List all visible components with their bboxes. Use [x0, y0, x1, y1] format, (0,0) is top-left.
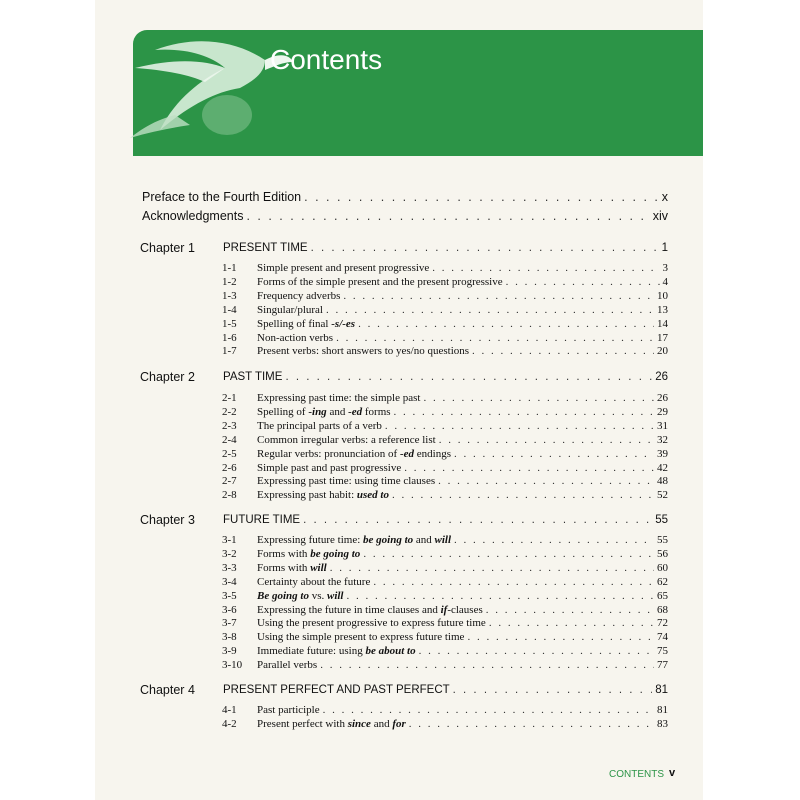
- table-of-contents: [95, 0, 703, 800]
- chapter-label: Chapter 3: [140, 513, 195, 527]
- section-number: 2-1: [222, 392, 237, 404]
- leader-dots: [454, 534, 654, 546]
- page-number: 68: [657, 603, 668, 616]
- page-number: 48: [657, 475, 668, 488]
- page-number: 39: [657, 447, 668, 460]
- page-number: 29: [657, 405, 668, 418]
- leader-dots: [323, 704, 654, 716]
- section-number: 1-3: [222, 289, 237, 302]
- leader-dots: [373, 576, 654, 588]
- section-entry[interactable]: [222, 406, 668, 418]
- section-number: 3-4: [222, 575, 237, 588]
- section-title: Spelling of final -s/-es: [257, 317, 356, 330]
- section-title: Spelling of -ing and -ed forms: [257, 405, 391, 418]
- section-title: Common irregular verbs: a reference list: [257, 433, 436, 446]
- section-entry[interactable]: [222, 448, 668, 460]
- section-title: Expressing the future in time clauses and if-clauses: [257, 603, 483, 616]
- section-number: 2-7: [222, 475, 237, 488]
- emphasized-term: be about to: [365, 645, 416, 658]
- section-title: Simple present and present progressive: [257, 262, 430, 274]
- emphasized-term: if: [440, 603, 448, 616]
- section-entry[interactable]: [222, 562, 668, 574]
- leader-dots: [423, 392, 654, 404]
- entry-title: Acknowledgments: [142, 209, 244, 223]
- section-entry[interactable]: [222, 420, 668, 432]
- page-number: 60: [657, 561, 668, 574]
- footer-page-number: v: [669, 767, 676, 779]
- section-entry[interactable]: [222, 304, 668, 316]
- leader-dots: [404, 462, 654, 474]
- page-number: 17: [657, 331, 668, 344]
- section-number: 2-8: [222, 489, 237, 502]
- emphasized-term: -s/-es: [331, 317, 356, 330]
- book-page: [95, 0, 703, 800]
- section-entry[interactable]: [222, 262, 668, 274]
- page-number: 3: [662, 262, 668, 274]
- chapter-title: FUTURE TIME: [223, 514, 301, 526]
- leader-dots: [311, 242, 659, 254]
- emphasized-term: for: [392, 717, 406, 730]
- page-number: 83: [657, 717, 668, 730]
- emphasized-term: -ed: [348, 405, 363, 418]
- page-number: 26: [657, 392, 668, 404]
- leader-dots: [330, 562, 654, 574]
- section-entry[interactable]: [222, 534, 668, 546]
- section-number: 1-7: [222, 345, 237, 358]
- section-title: Present verbs: short answers to yes/no questions: [257, 345, 470, 358]
- emphasized-term: since: [347, 717, 371, 730]
- chapter-label: Chapter 1: [140, 241, 195, 255]
- chapter-entry[interactable]: [223, 371, 668, 383]
- emphasized-term: -ing: [308, 405, 327, 418]
- chapter-label: Chapter 4: [140, 683, 195, 697]
- section-number: 3-3: [222, 561, 237, 574]
- chapter-label: Chapter 2: [140, 370, 195, 384]
- leader-dots: [394, 406, 654, 418]
- section-number: 3-2: [222, 547, 237, 560]
- section-title: Be going to vs. will: [257, 589, 344, 602]
- section-entry[interactable]: [222, 617, 668, 629]
- leader-dots: [472, 345, 654, 357]
- section-title: Non-action verbs: [257, 331, 334, 344]
- page-number: 55: [655, 514, 668, 526]
- emphasized-term: be going to: [363, 534, 414, 546]
- section-title: The principal parts of a verb: [257, 419, 382, 432]
- section-title: Expressing past time: using time clauses: [257, 475, 436, 488]
- section-number: 3-7: [222, 617, 237, 630]
- page-number: x: [661, 190, 668, 204]
- leader-dots: [453, 684, 653, 696]
- chapter-entry[interactable]: [223, 242, 668, 254]
- emphasized-term: used to: [356, 489, 389, 502]
- page-number: 74: [657, 631, 668, 644]
- section-title: Using the simple present to express future time: [257, 631, 465, 644]
- leader-dots: [409, 718, 654, 730]
- page-number: xiv: [652, 209, 668, 223]
- section-entry[interactable]: [222, 332, 668, 344]
- page-number: 52: [657, 489, 668, 502]
- page-number: 81: [657, 704, 668, 716]
- leader-dots: [246, 209, 649, 223]
- leader-dots: [303, 514, 652, 526]
- emphasized-term: -ed: [399, 447, 415, 460]
- leader-dots: [489, 617, 654, 629]
- page-number: 13: [657, 303, 668, 316]
- section-title: Forms with will: [257, 561, 327, 574]
- section-title: Expressing past time: the simple past: [257, 392, 421, 404]
- section-number: 4-2: [222, 717, 237, 730]
- section-number: 3-1: [222, 534, 237, 546]
- page-number: 20: [657, 345, 668, 358]
- section-number: 3-8: [222, 631, 237, 644]
- section-number: 2-5: [222, 447, 237, 460]
- chapter-title: PRESENT TIME: [223, 242, 308, 254]
- emphasized-term: be going to: [310, 547, 361, 560]
- section-number: 2-2: [222, 405, 237, 418]
- section-entry[interactable]: [222, 659, 668, 671]
- page-number: 72: [657, 617, 668, 630]
- leader-dots: [363, 548, 654, 560]
- section-number: 2-3: [222, 419, 237, 432]
- leader-dots: [432, 262, 659, 274]
- chapter-entry[interactable]: [223, 684, 668, 696]
- section-title: Using the present progressive to express future time: [257, 617, 486, 630]
- section-entry[interactable]: [222, 548, 668, 560]
- section-entry[interactable]: [222, 604, 668, 616]
- leader-dots: [347, 590, 655, 602]
- chapter-title: PAST TIME: [223, 371, 283, 383]
- leader-dots: [419, 645, 654, 657]
- section-title: Expressing past habit: used to: [257, 489, 389, 502]
- page-number: 77: [657, 659, 668, 672]
- section-title: Singular/plural: [257, 303, 323, 316]
- page-number: 10: [657, 289, 668, 302]
- section-title: Present perfect with since and for: [257, 717, 406, 730]
- section-number: 1-1: [222, 262, 237, 274]
- chapter-entry[interactable]: [223, 514, 668, 526]
- page-number: 1: [661, 242, 668, 254]
- section-number: 1-2: [222, 275, 237, 288]
- emphasized-term: will: [326, 589, 344, 602]
- leader-dots: [358, 318, 654, 330]
- emphasized-term: will: [310, 561, 327, 574]
- section-title: Forms of the simple present and the present progressive: [257, 275, 503, 288]
- leader-dots: [506, 276, 660, 288]
- section-title: Regular verbs: pronunciation of -ed endings: [257, 447, 451, 460]
- section-number: 1-5: [222, 317, 237, 330]
- section-number: 3-5: [222, 589, 237, 602]
- page-number: 42: [657, 461, 668, 474]
- section-entry[interactable]: [222, 645, 668, 657]
- leader-dots: [326, 304, 654, 316]
- page-number: 31: [657, 419, 668, 432]
- page-number: 32: [657, 433, 668, 446]
- section-entry[interactable]: [222, 392, 668, 404]
- page-number: 56: [657, 547, 668, 560]
- emphasized-term: Be going to: [257, 589, 309, 602]
- page-number: 65: [657, 589, 668, 602]
- leader-dots: [454, 448, 654, 460]
- section-entry[interactable]: [222, 318, 668, 330]
- leader-dots: [467, 631, 654, 643]
- section-entry[interactable]: [222, 345, 668, 357]
- section-number: 1-6: [222, 331, 237, 344]
- front-matter-entry[interactable]: [142, 190, 668, 204]
- section-entry[interactable]: [222, 290, 668, 302]
- section-number: 2-4: [222, 433, 237, 446]
- section-number: 4-1: [222, 704, 237, 716]
- leader-dots: [336, 332, 654, 344]
- leader-dots: [439, 434, 654, 446]
- leader-dots: [385, 420, 654, 432]
- section-title: Parallel verbs: [257, 659, 318, 672]
- section-entry[interactable]: [222, 434, 668, 446]
- section-title: Past participle: [257, 704, 320, 716]
- section-entry[interactable]: [222, 631, 668, 643]
- page-number: 14: [657, 317, 668, 330]
- section-entry[interactable]: [222, 462, 668, 474]
- page-number: 4: [662, 275, 668, 288]
- leader-dots: [285, 371, 652, 383]
- section-entry[interactable]: [222, 475, 668, 487]
- entry-title: Preface to the Fourth Edition: [142, 190, 302, 204]
- section-entry[interactable]: [222, 276, 668, 288]
- section-title: Frequency adverbs: [257, 289, 341, 302]
- footer-label: CONTENTS: [609, 769, 664, 780]
- section-entry[interactable]: [222, 590, 668, 602]
- section-entry[interactable]: [222, 489, 668, 501]
- leader-dots: [320, 659, 654, 671]
- page-number: 81: [655, 684, 668, 696]
- page-title: Contents: [270, 44, 383, 75]
- section-number: 3-9: [222, 645, 237, 658]
- section-title: Certainty about the future: [257, 575, 371, 588]
- section-entry[interactable]: [222, 704, 668, 716]
- section-number: 3-10: [222, 659, 243, 672]
- section-title: Simple past and past progressive: [257, 461, 402, 474]
- emphasized-term: will: [434, 534, 452, 546]
- page-number: 55: [657, 534, 668, 546]
- leader-dots: [486, 604, 654, 616]
- chapter-title: PRESENT PERFECT AND PAST PERFECT: [223, 684, 450, 696]
- front-matter-entry[interactable]: [142, 209, 668, 223]
- section-number: 2-6: [222, 461, 237, 474]
- leader-dots: [438, 475, 654, 487]
- section-entry[interactable]: [222, 718, 668, 730]
- section-number: 3-6: [222, 603, 237, 616]
- leader-dots: [392, 489, 654, 501]
- page-number: 62: [657, 575, 668, 588]
- leader-dots: [343, 290, 654, 302]
- section-number: 1-4: [222, 303, 237, 316]
- leader-dots: [304, 190, 659, 204]
- page-number: 26: [655, 371, 668, 383]
- section-title: Expressing future time: be going to and will: [257, 534, 452, 546]
- section-title: Immediate future: using be about to: [257, 645, 416, 658]
- page-number: 75: [657, 645, 668, 658]
- section-entry[interactable]: [222, 576, 668, 588]
- section-title: Forms with be going to: [257, 547, 361, 560]
